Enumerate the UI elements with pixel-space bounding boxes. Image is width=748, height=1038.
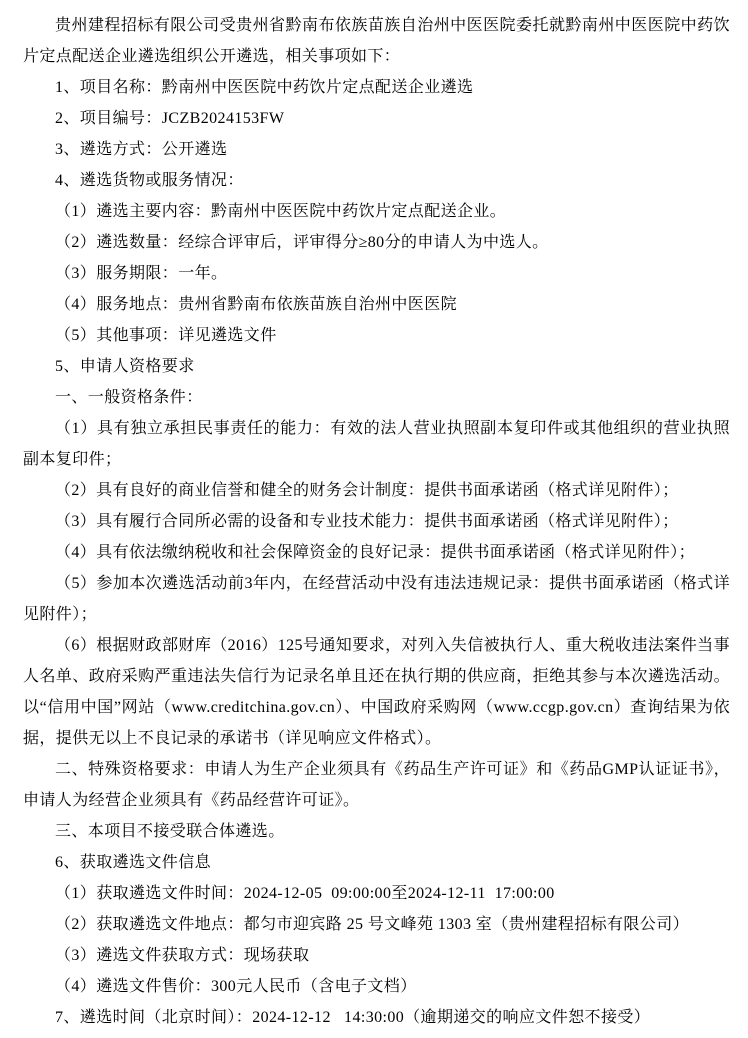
paragraph-goods-services-heading: 4、遴选货物或服务情况： [55, 172, 244, 189]
paragraph-no-consortium: 三、本项目不接受联合体遴选。 [55, 823, 285, 840]
paragraph-condition-2: （2）具有良好的商业信誉和健全的财务会计制度：提供书面承诺函（格式详见附件）； [55, 482, 679, 499]
paragraph-project-number: 2、项目编号：JCZB2024153FW [55, 110, 285, 127]
paragraph-document-price: （4）遴选文件售价：300元人民币（含电子文档） [55, 978, 417, 995]
paragraph-sub-service-term: （3）服务期限：一年。 [55, 265, 228, 282]
paragraph-sub-quantity: （2）遴选数量：经综合评审后，评审得分≥80分的申请人为中选人。 [55, 234, 549, 251]
paragraph-condition-1: （1）具有独立承担民事责任的能力：有效的法人营业执照副本复印件或其他组织的营业执照副本复印件； [23, 420, 730, 468]
paragraph-document-info-heading: 6、获取遴选文件信息 [55, 854, 212, 871]
paragraph-acquisition-method: （3）遴选文件获取方式：现场获取 [55, 947, 310, 964]
paragraph-sub-other-matters: （5）其他事项：详见遴选文件 [55, 327, 277, 344]
paragraph-acquisition-location: （2）获取遴选文件地点：都匀市迎宾路 25 号文峰苑 1303 室（贵州建程招标有限公司） [55, 916, 690, 933]
paragraph-general-conditions-heading: 一、一般资格条件： [55, 389, 203, 406]
paragraph-acquisition-time: （1）获取遴选文件时间：2024-12-05 09:00:00至2024-12-11 17:00:00 [55, 885, 555, 902]
paragraph-applicant-qualification-heading: 5、申请人资格要求 [55, 358, 195, 375]
paragraph-special-qualification: 二、特殊资格要求：申请人为生产企业须具有《药品生产许可证》和《药品GMP认证证书》，申请人为经营企业须具有《药品经营许可证》。 [23, 761, 730, 809]
paragraph-project-name: 1、项目名称：黔南州中医医院中药饮片定点配送企业遴选 [55, 79, 474, 96]
paragraph-condition-6: （6）根据财政部财库（2016）125号通知要求，对列入失信被执行人、重大税收违法案件当事人名单、政府采购严重违法失信行为记录名单且还在执行期的供应商，拒绝其参与本次遴选活动。以“信用中国”网站（www.creditchina.gov.cn）、中国政府采购网（www.ccgp.gov.cn）查询结果为依据，提供无以上不良记录的承诺书（详见响应文件格式）。 [23, 637, 730, 747]
paragraph-sub-main-content: （1）遴选主要内容：黔南州中医医院中药饮片定点配送企业。 [55, 203, 507, 220]
paragraph-selection-method: 3、遴选方式：公开遴选 [55, 141, 228, 158]
paragraph-condition-3: （3）具有履行合同所必需的设备和专业技术能力：提供书面承诺函（格式详见附件）； [55, 513, 679, 530]
paragraph-intro: 贵州建程招标有限公司受贵州省黔南布依族苗族自治州中医医院委托就黔南州中医医院中药饮片定点配送企业遴选组织公开遴选，相关事项如下： [23, 17, 730, 65]
paragraph-condition-5: （5）参加本次遴选活动前3年内，在经营活动中没有违法违规记录：提供书面承诺函（格式详见附件）； [23, 575, 730, 623]
paragraph-condition-4: （4）具有依法缴纳税收和社会保障资金的良好记录：提供书面承诺函（格式详见附件）； [55, 544, 696, 561]
paragraph-selection-time: 7、遴选时间（北京时间）：2024-12-12 14:30:00（逾期递交的响应文件恕不接受） [55, 1009, 651, 1026]
paragraph-sub-service-location: （4）服务地点：贵州省黔南布依族苗族自治州中医医院 [55, 296, 458, 313]
